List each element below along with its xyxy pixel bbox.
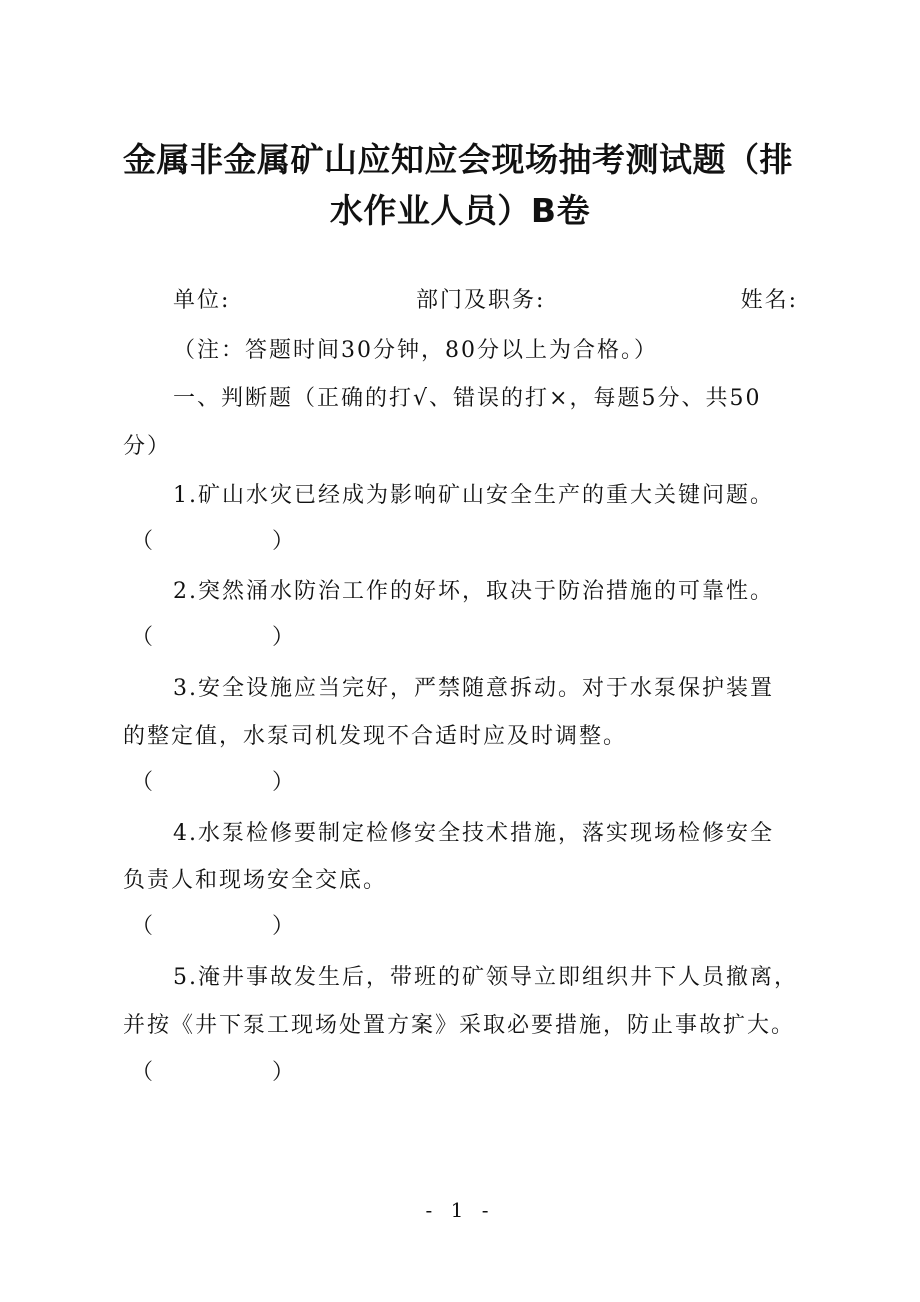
question-5-line-2: 并按《井下泵工现场处置方案》采取必要措施，防止事故扩大。 <box>123 1013 796 1038</box>
question-4-line-2: 负责人和现场安全交底。 <box>123 868 388 893</box>
question-4-answer-blank: （ ） <box>131 914 350 939</box>
section-heading-line-2: 分） <box>123 434 172 459</box>
department-position-label: 部门及职务: <box>416 288 546 313</box>
question-5-line-1: 5.淹井事故发生后，带班的矿领导立即组织井下人员撤离， <box>173 965 798 990</box>
document-title-line-2: 水作业人员）B卷 <box>329 191 591 230</box>
examinee-info-row <box>173 286 798 316</box>
question-5-answer-blank: （ ） <box>131 1060 350 1085</box>
unit-label: 单位: <box>173 288 231 313</box>
question-2-line-1: 2.突然涌水防治工作的好坏，取决于防治措施的可靠性。 <box>173 579 774 604</box>
question-4-line-1: 4.水泵检修要制定检修安全技术措施，落实现场检修安全 <box>173 821 774 846</box>
section-heading-line-1: 一、判断题（正确的打√、错误的打×，每题5分、共50 <box>173 386 762 411</box>
question-1-line-1: 1.矿山水灾已经成为影响矿山安全生产的重大关键问题。 <box>173 483 774 508</box>
question-1-answer-blank: （ ） <box>131 529 350 554</box>
name-label: 姓名: <box>740 288 798 313</box>
document-title-line-1: 金属非金属矿山应知应会现场抽考测试题（排 <box>123 140 793 179</box>
question-3-line-1: 3.安全设施应当完好，严禁随意拆动。对于水泵保护装置 <box>173 676 774 701</box>
exam-note: （注：答题时间30分钟，80分以上为合格。） <box>173 338 658 363</box>
question-3-line-2: 的整定值，水泵司机发现不合适时应及时调整。 <box>123 724 628 749</box>
page-number: - 1 - <box>425 1198 495 1222</box>
question-2-answer-blank: （ ） <box>131 625 350 650</box>
question-3-answer-blank: （ ） <box>131 770 350 795</box>
